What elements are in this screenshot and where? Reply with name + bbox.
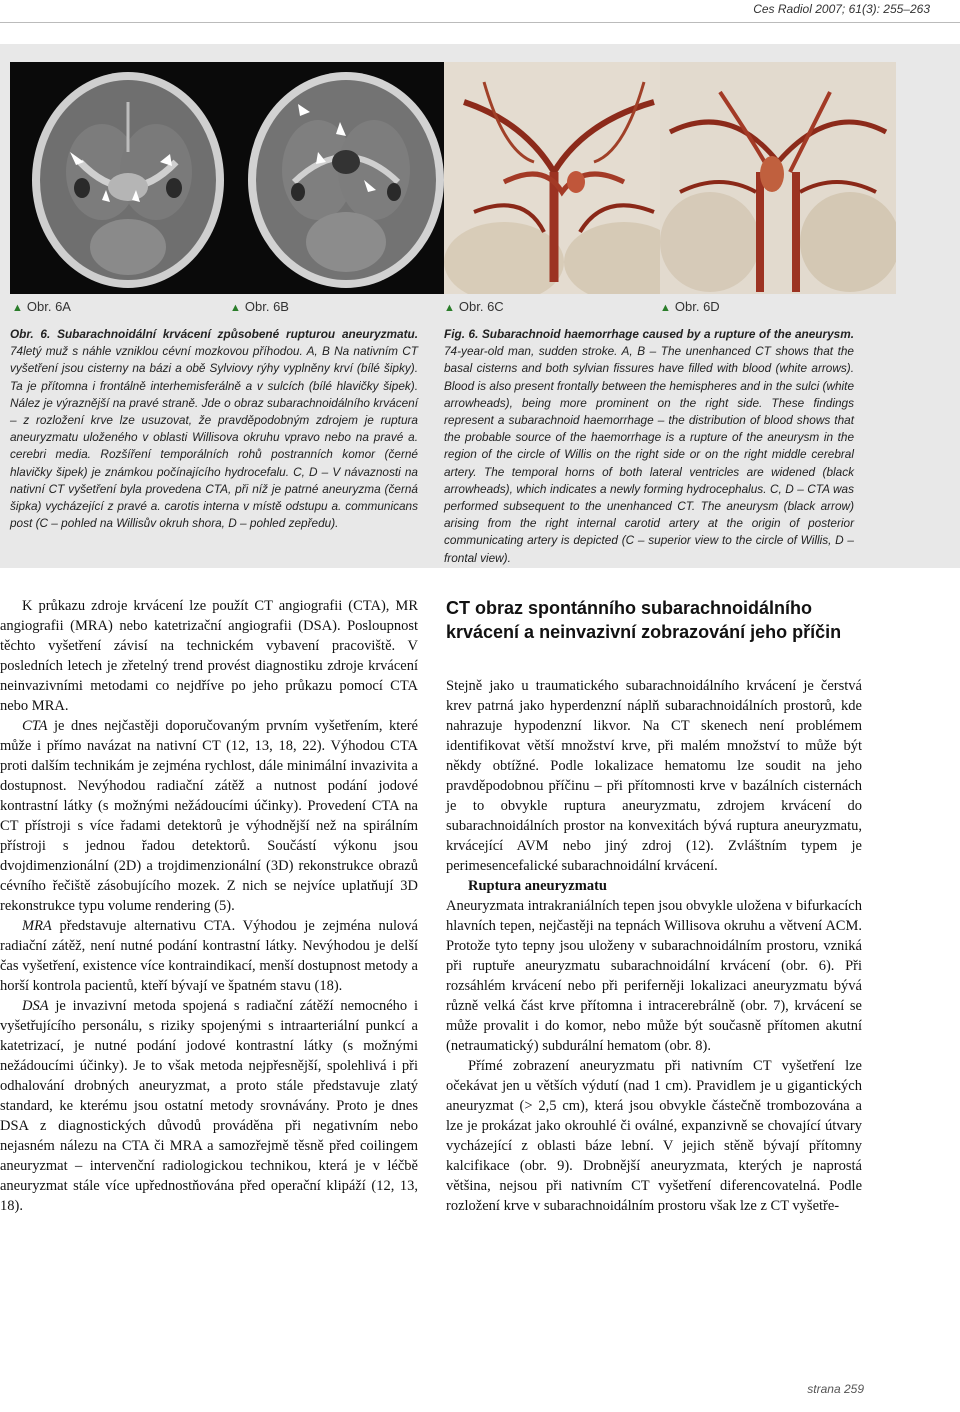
section-title: CT obraz spontánního subarachnoidálního krvácení a neinvazivní zobrazování jeho příčin <box>446 598 842 642</box>
page-number: strana 259 <box>807 1382 864 1396</box>
paragraph: Přímé zobrazení aneuryzmatu při nativním CT vyšetření lze očekávat jen u větších výdutí (nad 1 cm). Pravidlem je u gigantických aneuryzmat (> 2,5 cm), která jsou obvykle částečně trombozována a lze je prokázat jako okrouhlé či oválné, expanzivně se chovající útvary vycházející z oblasti báze lební. V jejich stěně bývají přítomny kalcifikace (obr. 9). Drobnější aneuryzmata, kterých je naprostá většina, nejsou při nativním CT vyšetření diferencovatelná. Podle rozložení krve v subarachnoidálním prostoru však lze z CT vyšetře- <box>446 1058 862 1214</box>
body-column-right <box>446 676 862 1216</box>
journal-reference: Ces Radiol 2007; 61(3): 255–263 <box>753 2 930 16</box>
cta-image-6c <box>444 62 680 294</box>
triangle-marker-icon: ▲ <box>444 302 455 314</box>
paragraph-mra: MRA představuje alternativu CTA. Výhodou je zejména nulová radiační zátěž, není nutné podání kontrastní látky. Nevýhodou je delší čas vyšetření, existence více kontraindikací, menší dostupnost metody a horší kontrola pacientů, kteří bývají ve špatném stavu (18). <box>0 918 418 994</box>
panel-label-6a: ▲ Obr. 6A <box>12 299 71 314</box>
paragraph: K průkazu zdroje krvácení lze použít CT angiografii (CTA), MR angiografii (MRA) nebo katetrizační angiografii (DSA). Posloupnost těchto vyšetření závisí na technickém vybavení pracoviště. V posledních letech je zřetelný trend provést diagnostiku zdroje krvácení neinvazivními metodami co nejdříve po jeho průkazu pomocí CTA nebo MRA. <box>0 598 418 714</box>
paragraph-cta: CTA je dnes nejčastěji doporučovaným prvním vyšetřením, které může i přímo navázat na nativní CT (12, 13, 18, 22). Výhodou CTA proti dalším technikám je zejména rychlost, dále minimální invazivita a dostupnost. Nevýhodou radiační zátěž a nutnost podání jodové kontrastní látky (s možnými nežádoucími účinky). Provedení CTA na CT přístroji s více řadami detektorů je výhodnější než na spirálním přístroji s jednou řadou detektorů. Součástí výkonu jsou dvojdimenzionální (2D) a trojdimenzionální (3D) rekonstrukce obrazů cévního řečiště zásobujícího mozek. Z nich se nejvíce uplatňují 3D rekonstrukce typu volume rendering (5). <box>0 718 418 914</box>
panel-label-6c: ▲ Obr. 6C <box>444 299 504 314</box>
triangle-marker-icon: ▲ <box>660 302 671 314</box>
cta-image-6d <box>660 62 896 294</box>
paragraph: Stejně jako u traumatického subarachnoidálního krvácení je čerstvá krev patrná jako hyperdenzní náplň subarachnoidálních prostorů, kde nahrazuje hypodenzní likvor. Na CT skenech není problémem identifikovat větší množství krve, při malém množství to může být někdy obtížné. Podle lokalizace hematomu lze soudit na jeho pravděpodobnou příčinu – při přítomnosti krve v bazálních cisternách je to obvykle ruptura aneuryzmatu, zdrojem krvácení do subarachnoidálních prostor na konvexitách bývá ruptura aneuryzmatu, krvácející AVM nebo jiný zdroj (12). Zvláštním typem je perimesencefalické subarachnoidální krvácení. <box>446 678 862 874</box>
ct-image-6a <box>10 62 246 294</box>
subsection-heading: Ruptura aneuryzmatu <box>468 878 607 894</box>
triangle-marker-icon: ▲ <box>230 302 241 314</box>
body-column-left <box>0 596 418 1216</box>
figure-caption-czech: Obr. 6. Subarachnoidální krvácení způsobené rupturou aneuryzmatu. 74letý muž s náhle vzniklou cévní mozkovou příhodou. A, B Na nativním CT vyšetření jsou cisterny na bázi a obě Sylviovy rýhy vyplněny krví (bílé šipky). Ta je přítomna i frontálně interhemisferálně a v sulcích (bílé hlavičky šipek). Nález je výraznější na pravé straně. Jde o obraz subarachnoidálního krvácení – z rozložení krve lze usuzovat, že pravděpodobným zdrojem je ruptura aneuryzmatu uloženého v oblasti Willisova okruhu vpravo nebo na pravé a. cerebri media. Rozšíření temporálních rohů postranních komor (černé hlavičky šipek) je známkou počínajícího hydrocefalu. C, D – V návaznosti na nativní CT vyšetření byla provedena CTA, při níž je patrné aneuryzma (černá šipka) vycházející z pravé a. carotis interna v místě odstupu a. communicans post (C – pohled na Willisův okruh shora, D – pohled zepředu). <box>10 327 418 531</box>
paragraph: Aneuryzmata intrakraniálních tepen jsou obvykle uložena v bifurkacích hlavních tepen, nejčastěji na tepnách Willisova okruhu a větvení ACM. Protože tyto tepny jsou uloženy v subarachnoidálním prostoru, vzniká při ruptuře aneuryzmatu subarachnoidální krvácení (obr. 6). Při rozsáhlém krvácení nebo při periferněji lokalizaci aneuryzmatu bývá různě velká část krve přítomna i intracerebrálně (obr. 7), krvácení se může provalit i do komor, nebo může být současně přítomen akutní (netraumatický) subdurální hematom (obr. 8). <box>446 898 862 1054</box>
ct-image-6b <box>228 62 464 294</box>
panel-label-6d: ▲ Obr. 6D <box>660 299 720 314</box>
figure-caption-english: Fig. 6. Subarachnoid haemorrhage caused by a rupture of the aneurysm. 74-year-old man, sudden stroke. A, B – The unenhanced CT shows that the basal cisterns and both sylvian fissures have filled with blood (white arrows). Blood is also present frontally between the hemispheres and in the sulci (white arrowheads), being more prominent on the right side. These findings represent a subarachnoid haemorrhage – the distribution of blood shows that the probable source of the haemorrhage is a rupture of the aneurysm in the region of the circle of Willis on the right side or on the right middle cerebral artery. The temporal horns of both lateral ventricles are widened (black arrowheads), which indicates a newly forming hydrocephalus. C, D – CTA was performed subsequent to the unenhanced CT. The aneurysm (black arrow) arising from the right internal carotid artery at the origin of posterior communicating artery is depicted (C – superior view to the circle of Willis, D – frontal view). <box>444 327 854 565</box>
header-rule <box>0 22 960 23</box>
paragraph-dsa: DSA je invazivní metoda spojená s radiační zátěží nemocného i vyšetřujícího personálu, s riziky spojenými s intraarteriální punkcí a katetrizací, je nutné podání jodové kontrastní látky (s možnými nežádoucími účinky). Je to však metoda nejpřesnější, spolehlivá i při odhalování drobných aneuryzmat, a proto stále představuje zlatý standard, ke kterému jsou ostatní metody srovnávány. Proto je dnes DSA z diagnostických důvodů prováděna při negativním nebo nejasném nálezu na CTA či MRA a samozřejmě těsně před coilingem aneuryzmat – intervenční radiologickou technikou, která je v léčbě aneuryzmat stále více upřednostňována před operační klipáží (12, 13, 18). <box>0 998 418 1214</box>
triangle-marker-icon: ▲ <box>12 302 23 314</box>
panel-label-6b: ▲ Obr. 6B <box>230 299 289 314</box>
